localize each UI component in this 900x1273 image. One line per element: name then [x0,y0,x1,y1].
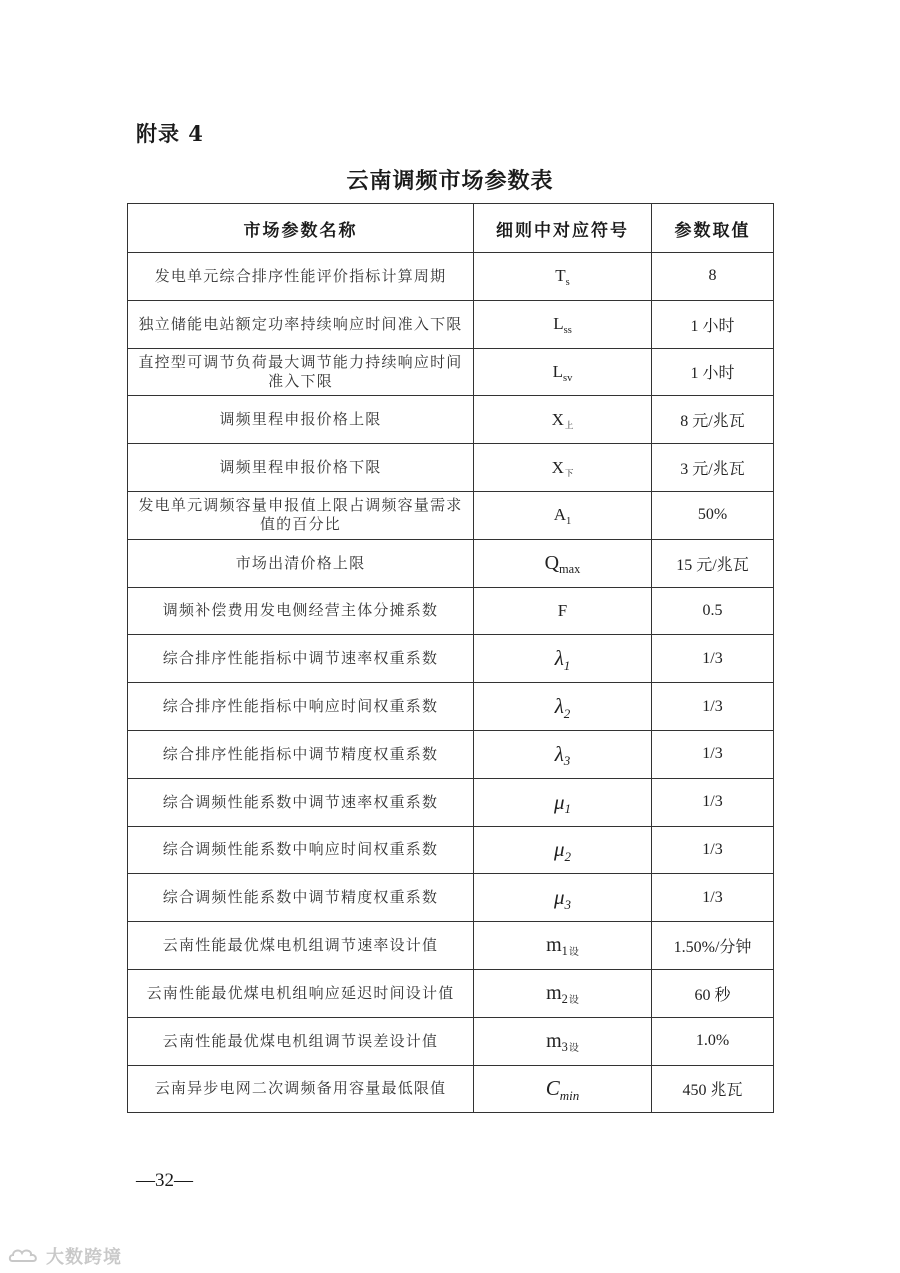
watermark [8,1243,122,1269]
symbol-subscript: 3 [564,896,572,912]
symbol-cell [474,1017,652,1065]
param-value-cell: 1.50%/分钟 [652,922,774,970]
symbol-subscript: 2 [564,849,572,864]
header-value: 参数取值 [652,204,774,253]
param-value-cell: 1 小时 [652,300,774,348]
symbol-main: m [546,981,562,1004]
symbol-main: X [551,457,564,477]
table-row [128,491,774,539]
symbol-cell [474,348,652,396]
symbol-cell [474,444,652,492]
symbol-subscript-note: 设 [568,1042,579,1054]
symbol-cell [474,778,652,826]
table-row [128,874,774,922]
symbol-main: X [551,409,564,429]
table-row [128,444,774,492]
symbol-cell [474,253,652,301]
symbol-main: μ [553,789,565,814]
watermark-text: 大数跨境 [46,1247,122,1268]
symbol-main: λ [554,646,564,671]
symbol-cell [474,874,652,922]
parameter-table [127,203,774,1113]
param-name-cell: 综合调频性能系数中调节速率权重系数 [128,778,474,826]
symbol-subscript: 2 [561,992,568,1007]
param-value-cell: 0.5 [652,587,774,635]
table-row [128,635,774,683]
param-value-cell: 1/3 [652,778,774,826]
param-name-cell: 市场出清价格上限 [128,539,474,587]
symbol-subscript: 1 [563,657,571,673]
param-value-cell: 1/3 [652,826,774,874]
param-value-cell: 50% [652,491,774,539]
page-number: —32— [136,1170,193,1191]
symbol-main: F [557,600,568,620]
symbol-main: μ [553,837,565,862]
param-name-cell: 综合调频性能系数中调节精度权重系数 [128,874,474,922]
param-value-cell: 1/3 [652,635,774,683]
symbol-subscript: sv [563,372,573,384]
table-row [128,683,774,731]
param-name-cell: 云南异步电网二次调频备用容量最低限值 [128,1065,474,1113]
symbol-subscript: 上 [564,420,574,431]
symbol-cell [474,300,652,348]
param-name-cell: 调频里程申报价格上限 [128,396,474,444]
param-value-cell: 450 兆瓦 [652,1065,774,1113]
param-value-cell: 1/3 [652,874,774,922]
header-param-name: 市场参数名称 [128,204,474,253]
symbol-subscript: 3 [563,753,571,769]
symbol-cell [474,922,652,970]
symbol-cell [474,635,652,683]
table-row [128,253,774,301]
symbol-subscript: 3 [561,1039,568,1054]
symbol-cell [474,730,652,778]
param-name-cell: 综合调频性能系数中响应时间权重系数 [128,826,474,874]
symbol-subscript: 1 [561,944,568,959]
table-row [128,1017,774,1065]
param-name-cell: 综合排序性能指标中调节速率权重系数 [128,635,474,683]
param-name-cell: 综合排序性能指标中调节精度权重系数 [128,730,474,778]
symbol-main: m [546,934,562,957]
page-title: 云南调频市场参数表 [346,168,554,194]
table-row [128,300,774,348]
param-value-cell: 8 元/兆瓦 [652,396,774,444]
symbol-main: λ [554,741,564,766]
symbol-main: Q [544,551,560,574]
symbol-cell [474,539,652,587]
param-name-cell: 云南性能最优煤电机组调节速率设计值 [128,922,474,970]
symbol-cell [474,826,652,874]
cloud-logo-icon [8,1247,42,1265]
symbol-main: λ [554,694,564,719]
symbol-subscript-note: 设 [568,994,579,1006]
symbol-main: μ [553,885,565,910]
param-name-cell: 综合排序性能指标中响应时间权重系数 [128,683,474,731]
param-value-cell: 15 元/兆瓦 [652,539,774,587]
symbol-cell [474,969,652,1017]
symbol-cell [474,587,652,635]
header-symbol: 细则中对应符号 [474,204,652,253]
param-value-cell: 60 秒 [652,969,774,1017]
param-name-cell: 直控型可调节负荷最大调节能力持续响应时间准入下限 [128,348,474,396]
symbol-cell [474,683,652,731]
table-row [128,1065,774,1113]
symbol-subscript: 1 [566,516,572,528]
symbol-main: L [552,361,563,381]
param-value-cell: 1/3 [652,730,774,778]
symbol-subscript: 2 [563,705,571,721]
symbol-subscript: min [559,1087,580,1103]
symbol-main: A [553,505,566,525]
symbol-main: L [553,314,564,334]
table-row [128,396,774,444]
symbol-subscript: 1 [564,801,572,817]
symbol-subscript: ss [563,324,572,336]
appendix-label: 附录 4 [136,121,204,146]
symbol-cell [474,396,652,444]
symbol-subscript: max [559,562,581,576]
table-row [128,922,774,970]
param-name-cell: 云南性能最优煤电机组调节误差设计值 [128,1017,474,1065]
table-row [128,826,774,874]
param-name-cell: 独立储能电站额定功率持续响应时间准入下限 [128,300,474,348]
table-row [128,778,774,826]
param-value-cell: 1 小时 [652,348,774,396]
param-name-cell: 调频里程申报价格下限 [128,444,474,492]
table-row [128,730,774,778]
param-name-cell: 调频补偿费用发电侧经营主体分摊系数 [128,587,474,635]
param-value-cell: 1.0% [652,1017,774,1065]
symbol-main: T [555,266,566,286]
param-name-cell: 云南性能最优煤电机组响应延迟时间设计值 [128,969,474,1017]
param-value-cell: 3 元/兆瓦 [652,444,774,492]
table-row [128,539,774,587]
param-value-cell: 1/3 [652,683,774,731]
symbol-subscript: 下 [564,467,574,478]
symbol-subscript-note: 设 [568,947,579,959]
table-header-row [128,204,774,253]
symbol-subscript: s [565,277,570,289]
table-row [128,969,774,1017]
symbol-main: m [546,1029,562,1052]
symbol-main: C [545,1076,560,1101]
symbol-cell [474,491,652,539]
table-row [128,587,774,635]
param-name-cell: 发电单元综合排序性能评价指标计算周期 [128,253,474,301]
param-name-cell: 发电单元调频容量申报值上限占调频容量需求值的百分比 [128,491,474,539]
symbol-cell [474,1065,652,1113]
table-row [128,348,774,396]
param-value-cell: 8 [652,253,774,301]
